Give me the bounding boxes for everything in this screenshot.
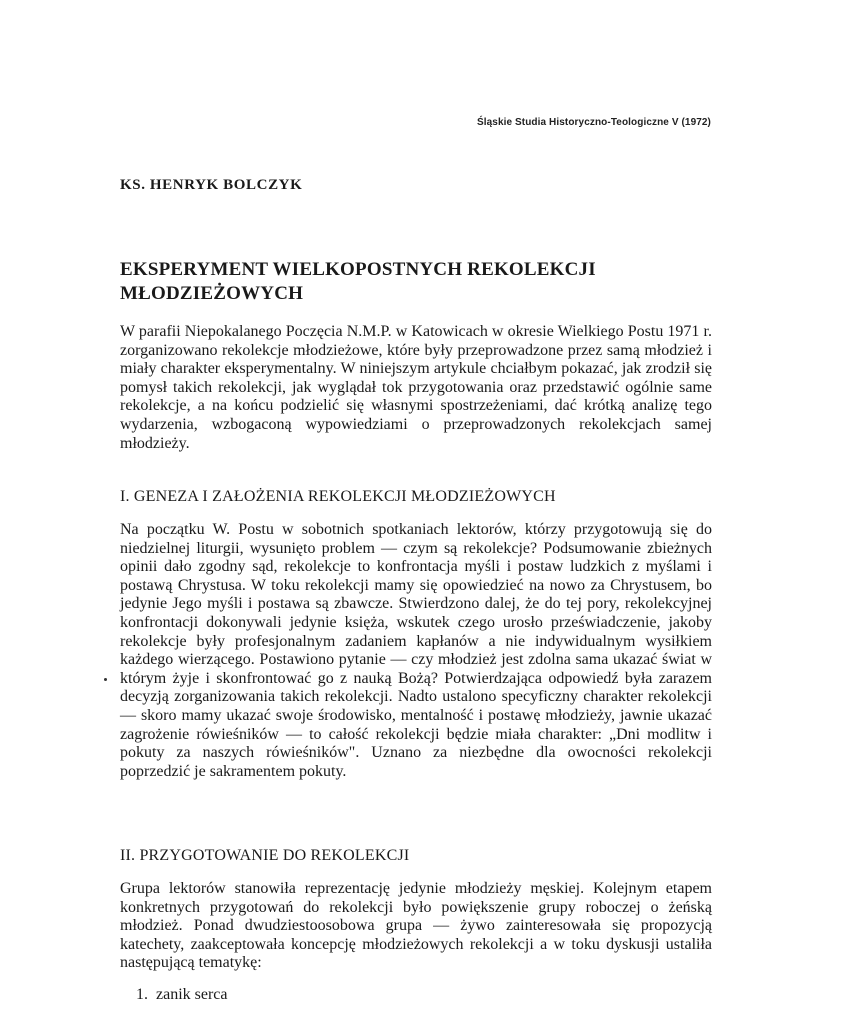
list-item-text: zanik serca — [156, 986, 228, 1003]
author-name: KS. HENRYK BOLCZYK — [120, 177, 303, 193]
running-header: Śląskie Studia Historyczno-Teologiczne V (1972) — [476, 117, 711, 128]
section-heading-2: II. PRZYGOTOWANIE DO REKOLEKCJI — [120, 847, 410, 864]
section-heading-1: I. GENEZA I ZAŁOŻENIA REKOLEKCJI MŁODZIEŻOWYCH — [120, 488, 556, 505]
margin-mark — [104, 678, 107, 681]
section-2-paragraph: Grupa lektorów stanowiła reprezentację jedynie młodzieży męskiej. Kolejnym etapem konkretnych przygotowań do rekolekcji było powiększenie grupy roboczej o żeńską młodzież. Ponad dwudziestoosobowa grupa — żywo zainteresowała się propozycją katechety, zaakceptowała koncepcję młodzieżowych rekolekcji a w toku dyskusji ustaliła następującą tematykę: — [120, 880, 712, 972]
topic-list — [136, 986, 228, 1004]
list-item-number: 1. — [136, 986, 148, 1003]
article-title: EKSPERYMENT WIELKOPOSTNYCH REKOLEKCJI MŁODZIEŻOWYCH — [120, 259, 596, 304]
list-item — [136, 986, 228, 1004]
section-1-paragraph: Na początku W. Postu w sobotnich spotkaniach lektorów, którzy przygotowują się do niedzielnej liturgii, wysunięto problem — czym są rekolekcje? Podsumowanie zbieżnych opinii dało zgodny sąd, rekolekcje to konfrontacja myśli i postaw ludzkich z myślami i postawą Chrystusa. W toku rekolekcji mamy się opowiedzieć na nowo za Chrystusem, bo jedynie Jego myśli i postawa są zbawcze. Stwierdzono dalej, że do tej pory, rekolekcyjnej konfrontacji dokonywali jedynie księża, wskutek czego urosło przeświadczenie, jakoby rekolekcje były profesjonalnym zadaniem kapłanów a nie indywidualnym wysiłkiem każdego wierzącego. Postawiono pytanie — czy młodzież jest zdolna sama ukazać świat w którym żyje i skonfrontować go z nauką Bożą? Potwierdzająca odpowiedź była zarazem decyzją zorganizowania takich rekolekcji. Nadto ustalono specyficzny charakter rekolekcji — skoro mamy ukazać swoje środowisko, mentalność i postawę młodzieży, jawnie ukazać zagrożenie rówieśników — to całość rekolekcji będzie miała charakter: „Dni modlitw i pokuty za naszych rówieśników". Uznano za niezbędne dla owocności rekolekcji poprzedzić je sakramentem pokuty. — [120, 521, 712, 780]
intro-paragraph: W parafii Niepokalanego Poczęcia N.M.P. w Katowicach w okresie Wielkiego Postu 1971 r. zorganizowano rekolekcje młodzieżowe, które były przeprowadzone przez samą młodzież i miały charakter eksperymentalny. W niniejszym artykule chciałbym pokazać, jak zrodził się pomysł takich rekolekcji, jak wyglądał tok przygotowania oraz przedstawić ogólnie same rekolekcje, a na końcu podzielić się własnymi spostrzeżeniami, dać krótką analizę tego wydarzenia, wzbogaconą wypowiedziami o przeprowadzonych rekolekcjach samej młodzieży. — [120, 323, 712, 452]
